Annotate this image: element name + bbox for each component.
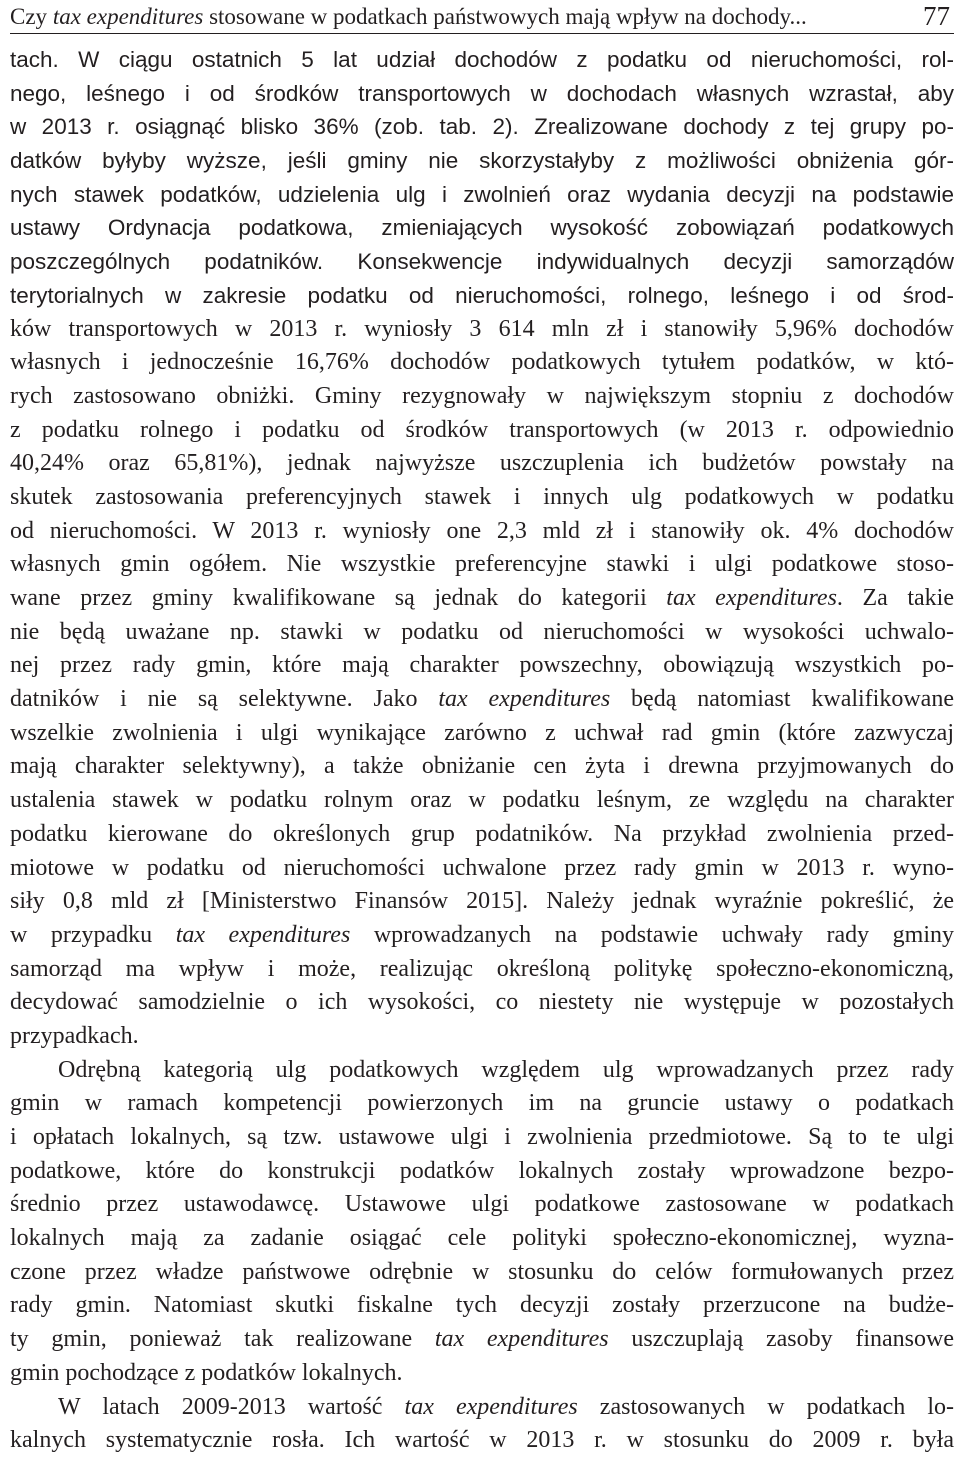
body-text (10, 43, 954, 1458)
text-line: lokalnych mają za zadanie osiągać cele polityki społeczno-ekonomicznej, wyzna- (10, 1225, 954, 1252)
text-line: siły 0,8 mld zł [Ministerstwo Finansów 2015]. Należy jednak wyraźnie pokreślić, że (10, 888, 954, 915)
text-line: samorząd ma wpływ i może, realizując określoną politykę społeczno-ekonomiczną, (10, 955, 954, 982)
text-line: W latach 2009-2013 wartość tax expenditures zastosowanych w podatkach lo- (58, 1393, 955, 1420)
text-line: poszczególnych podatników. Konsekwencje indywidualnych decyzji samorządów (10, 249, 954, 275)
text-line: rych zastosowano obniżki. Gminy rezygnowały w największym stopniu z dochodów (10, 382, 954, 409)
text-line: nego, leśnego i od środków transportowych w dochodach własnych wzrastał, aby (10, 80, 954, 106)
text-line: przypadkach. (10, 1022, 139, 1049)
text-line: terytorialnych w zakresie podatku od nieruchomości, rolnego, leśnego i od środ- (10, 282, 954, 308)
text-line: w 2013 r. osiągnąć blisko 36% (zob. tab. 2). Zrealizowane dochody z tej grupy po- (10, 114, 954, 140)
text-line: wszelkie zwolnienia i ulgi wynikające zarówno z uchwał rad gmin (które zazwyczaj (10, 719, 954, 746)
text-line: datków byłyby wyższe, jeśli gminy nie skorzystałyby z możliwości obniżenia gór- (10, 148, 954, 174)
text-line: wane przez gminy kwalifikowane są jednak do kategorii tax expenditures. Za takie (10, 585, 954, 611)
page-header (10, 0, 954, 34)
running-title: Czy tax expenditures stosowane w podatkach państwowych mają wpływ na dochody... (10, 4, 807, 29)
text-line: gmin pochodzące z podatków lokalnych. (10, 1359, 403, 1386)
page-number: 77 (923, 1, 950, 31)
text-line: i opłatach lokalnych, są tzw. ustawowe ulgi i zwolnienia przedmiotowe. Są to te ulgi (10, 1124, 954, 1150)
text-line: własnych i jednocześnie 16,76% dochodów podatkowych tytułem podatków, w któ- (10, 349, 954, 376)
text-line: czone przez władze państwowe odrębnie w stosunku do celów formułowanych przez (10, 1258, 954, 1285)
text-line: z podatku rolnego i podatku od środków transportowych (w 2013 r. odpowiednio (10, 416, 954, 443)
text-line: ustawy Ordynacja podatkowa, zmieniających wysokość zobowiązań podatkowych (10, 215, 954, 241)
text-line: ustalenia stawek w podatku rolnym oraz w podatku leśnym, ze względu na charakter (10, 787, 954, 814)
text-line: podatku kierowane do określonych grup podatników. Na przykład zwolnienia przed- (10, 820, 954, 847)
text-line: nych stawek podatków, udzielenia ulg i zwolnień oraz wydania decyzji na podstawie (10, 181, 954, 207)
text-line: własnych gmin ogółem. Nie wszystkie preferencyjne stawki i ulgi podatkowe stoso- (10, 551, 954, 578)
text-line: rady gmin. Natomiast skutki fiskalne tych decyzji zostały przerzucone na budże- (10, 1292, 954, 1319)
text-line: decydować samodzielnie o ich wysokości, co niestety nie występuje w pozostałych (10, 989, 954, 1016)
text-line: kalnych systematycznie rosła. Ich wartość w 2013 r. w stosunku do 2009 r. była (10, 1427, 954, 1454)
text-line: w przypadku tax expenditures wprowadzanych na podstawie uchwały rady gminy (10, 921, 954, 948)
text-line: miotowe w podatku od nieruchomości uchwalone przez rady gmin w 2013 r. wyno- (10, 854, 954, 881)
text-line: skutek zastosowania preferencyjnych stawek i innych ulg podatkowych w podatku (10, 483, 954, 510)
text-line: nej przez rady gmin, które mają charakter powszechny, obowiązują wszystkich po- (10, 652, 954, 679)
text-line: podatkowe, które do konstrukcji podatków lokalnych zostały wprowadzone bezpo- (10, 1157, 954, 1184)
text-line: ty gmin, ponieważ tak realizowane tax expenditures uszczuplają zasoby finansowe (10, 1326, 955, 1353)
text-line: tach. W ciągu ostatnich 5 lat udział dochodów z podatku od nieruchomości, rol- (10, 47, 954, 72)
text-line: datników i nie są selektywne. Jako tax expenditures będą natomiast kwalifikowane (10, 686, 954, 713)
text-line: od nieruchomości. W 2013 r. wyniosły one 2,3 mld zł i stanowiły ok. 4% dochodów (10, 517, 954, 544)
text-line: Odrębną kategorią ulg podatkowych względem ulg wprowadzanych przez rady (58, 1056, 954, 1083)
text-line: 40,24% oraz 65,81%), jednak najwyższe uszczuplenia ich budżetów powstały na (10, 450, 954, 477)
text-line: średnio przez ustawodawcę. Ustawowe ulgi podatkowe zastosowane w podatkach (10, 1191, 954, 1218)
text-line: nie będą uważane np. stawki w podatku od nieruchomości w wysokości uchwalo- (10, 618, 954, 645)
text-line: ków transportowych w 2013 r. wyniosły 3 614 mln zł i stanowiły 5,96% dochodów (10, 315, 954, 342)
text-line: gmin w ramach kompetencji powierzonych im na gruncie ustawy o podatkach (10, 1090, 954, 1117)
text-line: mają charakter selektywny), a także obniżanie cen żyta i drewna przyjmowanych do (10, 753, 954, 780)
